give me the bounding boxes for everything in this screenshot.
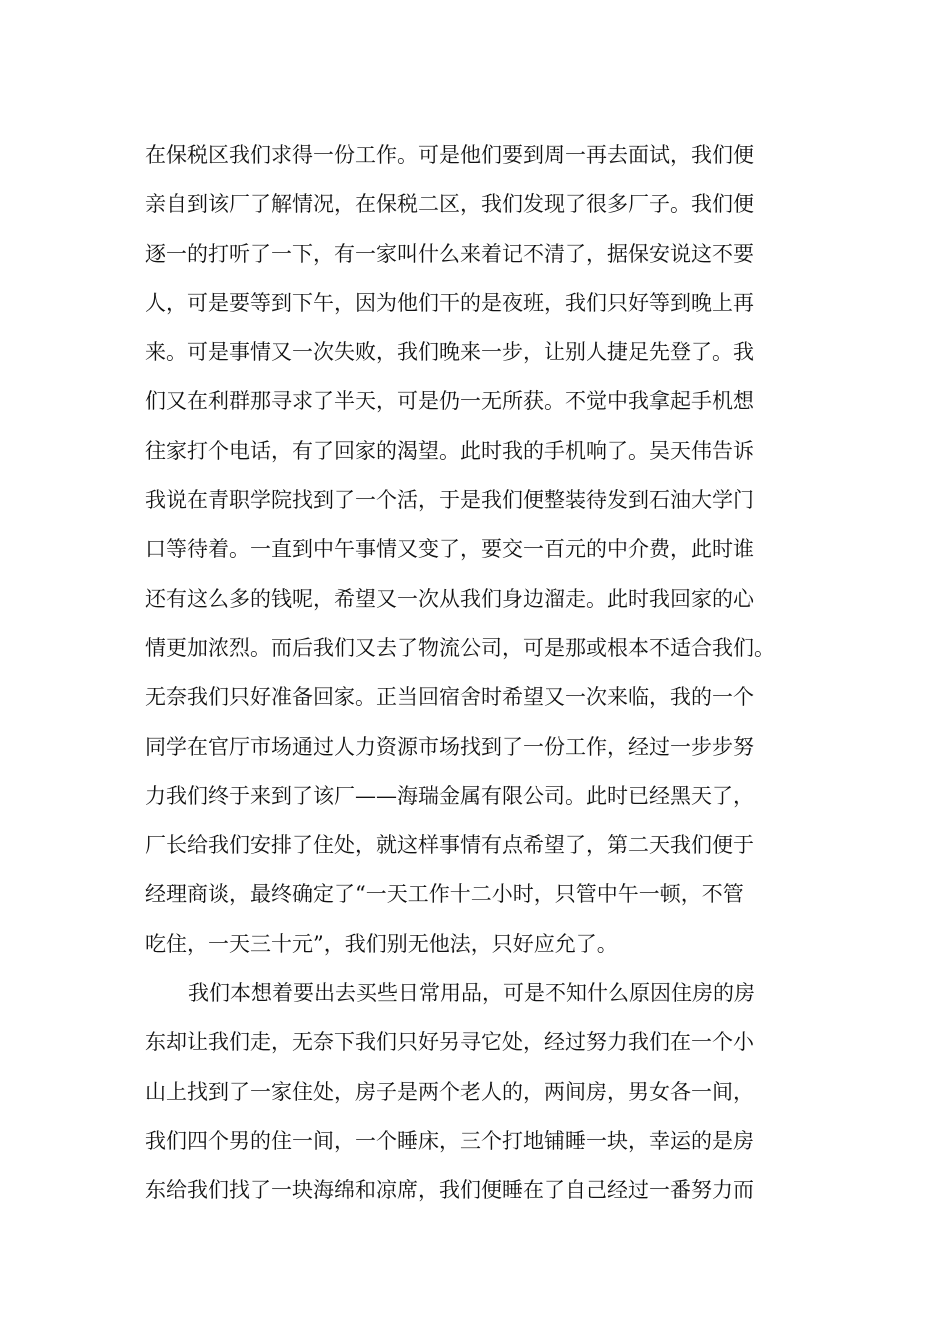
text-line: 们又在利群那寻求了半天，可是仍一无所获。不觉中我拿起手机想 [145,389,754,414]
text-line: 厂长给我们安排了住处，就这样事情有点希望了，第二天我们便于 [145,833,754,858]
text-line: 东给我们找了一块海绵和凉席，我们便睡在了自己经过一番努力而 [145,1178,754,1203]
text-line: 在保税区我们求得一份工作。可是他们要到周一再去面试，我们便 [145,143,754,167]
text-line: 山上找到了一家住处，房子是两个老人的，两间房，男女各一间， [145,1079,754,1104]
paragraph-2 [145,969,825,1215]
text-line-indented: 我们本想着要出去买些日常用品，可是不知什么原因住房的房 [188,981,755,1006]
text-line: 还有这么多的钱呢，希望又一次从我们身边溜走。此时我回家的心 [145,586,754,611]
paragraph-1 [145,131,825,969]
text-line: 力我们终于来到了该厂——海瑞金属有限公司。此时已经黑天了， [145,783,754,808]
text-line: 口等待着。一直到中午事情又变了，要交一百元的中介费，此时谁 [145,537,754,562]
text-line: 经理商谈，最终确定了“一天工作十二小时，只管中午一顿，不管 [145,882,744,907]
text-line: 情更加浓烈。而后我们又去了物流公司，可是那或根本不适合我们。 [145,635,775,660]
text-line: 来。可是事情又一次失败，我们晚来一步，让别人捷足先登了。我 [145,340,754,365]
text-line: 我们四个男的住一间，一个睡床，三个打地铺睡一块，幸运的是房 [145,1128,754,1153]
text-line: 无奈我们只好准备回家。正当回宿舍时希望又一次来临，我的一个 [145,685,754,710]
text-line: 逐一的打听了一下，有一家叫什么来着记不清了，据保安说这不要 [145,241,754,266]
text-line: 亲自到该厂了解情况，在保税二区，我们发现了很多厂子。我们便 [145,192,754,217]
text-line: 往家打个电话，有了回家的渴望。此时我的手机响了。吴天伟告诉 [145,438,754,463]
body-text [145,131,825,1216]
text-line: 吃住，一天三十元”，我们别无他法，只好应允了。 [145,931,618,956]
text-line: 东却让我们走，无奈下我们只好另寻它处，经过努力我们在一个小 [145,1030,754,1055]
text-line: 同学在官厅市场通过人力资源市场找到了一份工作，经过一步步努 [145,734,754,759]
text-line: 我说在青职学院找到了一个活，于是我们便整装待发到石油大学门 [145,488,754,513]
text-line: 人，可是要等到下午，因为他们干的是夜班，我们只好等到晚上再 [145,290,754,315]
